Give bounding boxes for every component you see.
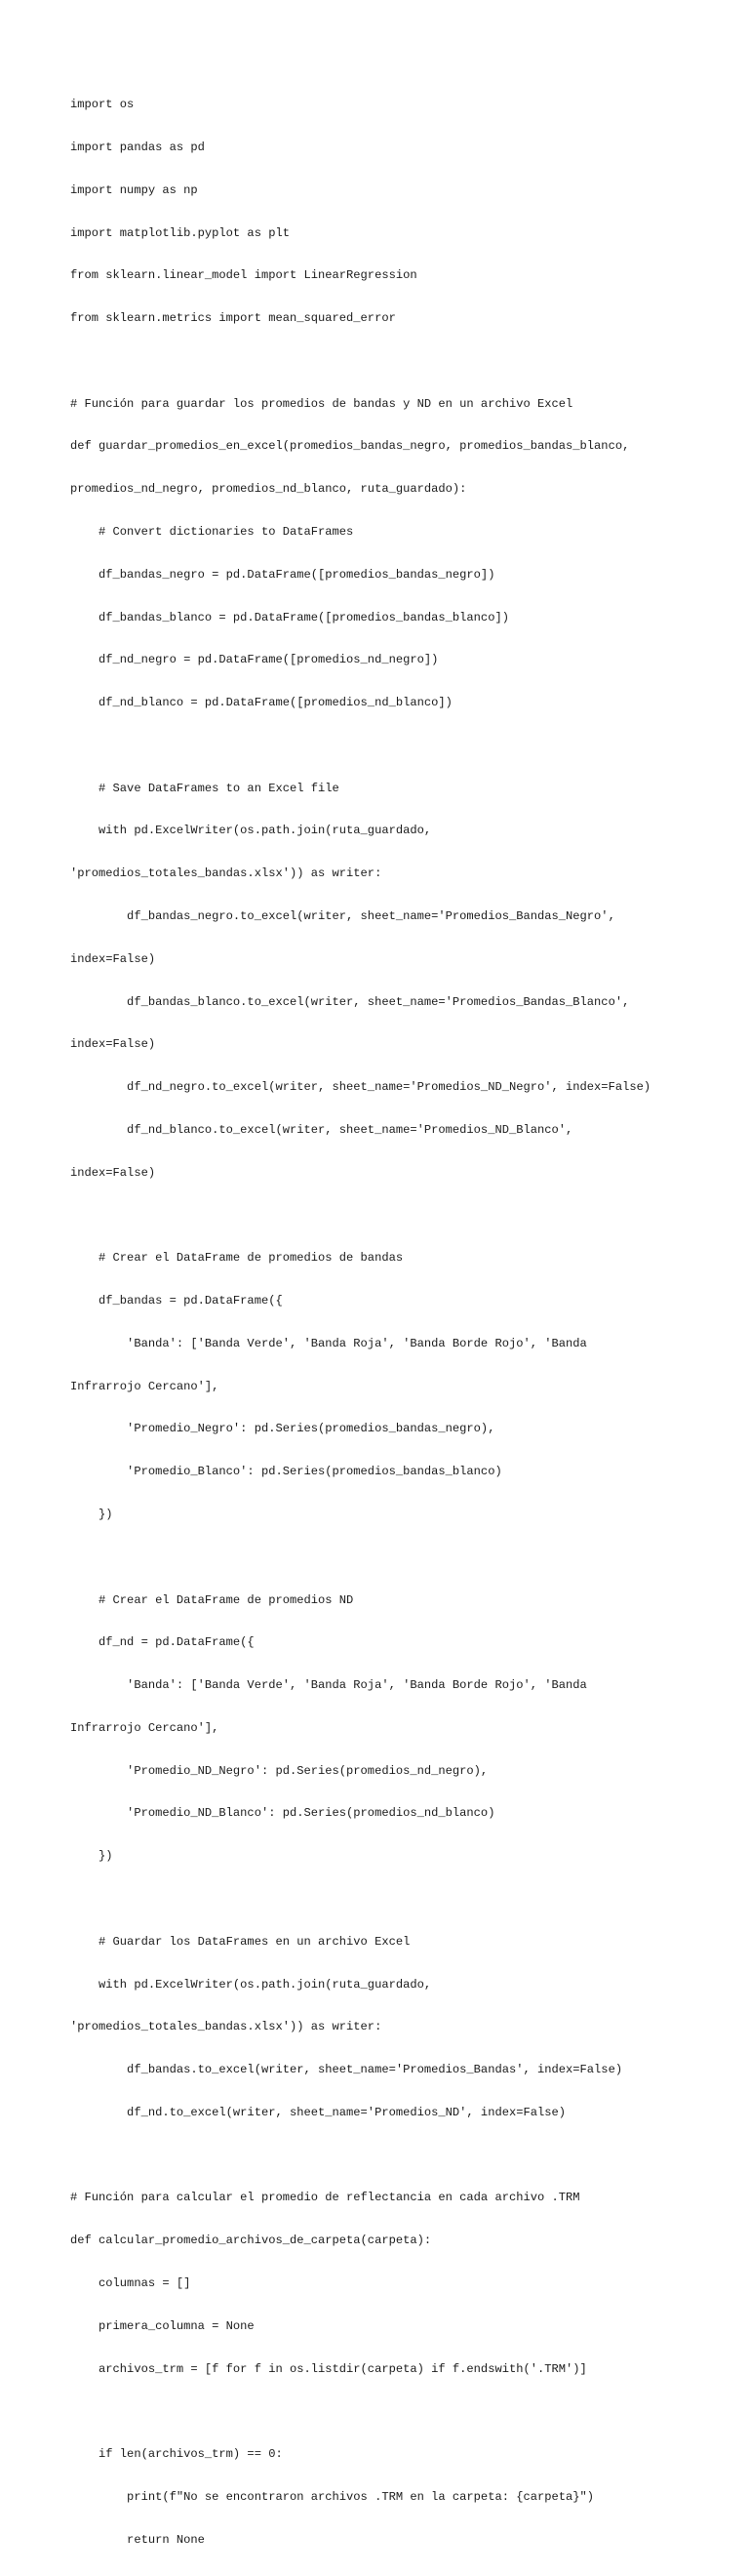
code-line: df_bandas_negro.to_excel(writer, sheet_name='Promedios_Bandas_Negro',	[70, 909, 615, 924]
code-line: 'Banda': ['Banda Verde', 'Banda Roja', 'Banda Borde Rojo', 'Banda	[70, 1678, 587, 1693]
code-line: if len(archivos_trm) == 0:	[70, 2447, 283, 2462]
code-line: df_bandas_negro = pd.DataFrame([promedios_bandas_negro])	[70, 567, 495, 582]
code-line: df_nd_negro.to_excel(writer, sheet_name='Promedios_ND_Negro', index=False)	[70, 1080, 651, 1095]
code-line: df_bandas_blanco.to_excel(writer, sheet_name='Promedios_Bandas_Blanco',	[70, 994, 630, 1009]
code-line: index=False)	[70, 951, 156, 966]
code-line: index=False)	[70, 1165, 156, 1180]
code-line: archivos_trm = [f for f in os.listdir(carpeta) if f.endswith('.TRM')]	[70, 2361, 587, 2376]
code-line: def guardar_promedios_en_excel(promedios_bandas_negro, promedios_bandas_blanco,	[70, 439, 630, 454]
code-line: from sklearn.metrics import mean_squared_error	[70, 311, 396, 326]
code-line: index=False)	[70, 1037, 156, 1052]
code-line: 'Promedio_ND_Blanco': pd.Series(promedios_nd_blanco)	[70, 1806, 495, 1821]
code-line: df_nd_blanco.to_excel(writer, sheet_name='Promedios_ND_Blanco',	[70, 1122, 573, 1137]
code-line: df_bandas_blanco = pd.DataFrame([promedios_bandas_blanco])	[70, 610, 509, 624]
code-line: 'promedios_totales_bandas.xlsx')) as writer:	[70, 2020, 382, 2034]
code-line	[70, 2404, 733, 2419]
code-line	[70, 1550, 733, 1565]
code-line	[70, 354, 733, 369]
code-line: # Crear el DataFrame de promedios de bandas	[70, 1251, 404, 1266]
code-line: import os	[70, 98, 135, 112]
code-line: df_nd_blanco = pd.DataFrame([promedios_nd_blanco])	[70, 696, 453, 710]
code-line: # Convert dictionaries to DataFrames	[70, 525, 354, 539]
code-line: 'Banda': ['Banda Verde', 'Banda Roja', 'Banda Borde Rojo', 'Banda	[70, 1336, 587, 1350]
code-line: Infrarrojo Cercano'],	[70, 1379, 219, 1393]
code-line	[70, 739, 733, 753]
code-line	[70, 2149, 733, 2163]
code-line: df_nd.to_excel(writer, sheet_name='Promedios_ND', index=False)	[70, 2105, 567, 2119]
code-line: # Guardar los DataFrames en un archivo Excel	[70, 1934, 411, 1949]
code-line: primera_columna = None	[70, 2318, 255, 2333]
code-line: })	[70, 1849, 113, 1864]
code-line: # Save DataFrames to an Excel file	[70, 781, 339, 795]
code-line: 'Promedio_Negro': pd.Series(promedios_bandas_negro),	[70, 1422, 495, 1436]
code-line: df_nd_negro = pd.DataFrame([promedios_nd_negro])	[70, 653, 439, 667]
code-line: import numpy as np	[70, 182, 198, 197]
code-line: def calcular_promedio_archivos_de_carpeta(carpeta):	[70, 2234, 432, 2248]
code-line: from sklearn.linear_model import LinearRegression	[70, 268, 417, 283]
code-line: 'Promedio_Blanco': pd.Series(promedios_bandas_blanco)	[70, 1465, 502, 1479]
code-line: columnas = []	[70, 2276, 191, 2291]
code-line: df_bandas.to_excel(writer, sheet_name='Promedios_Bandas', index=False)	[70, 2063, 623, 2077]
code-line: import pandas as pd	[70, 140, 205, 154]
code-line: # Función para guardar los promedios de bandas y ND en un archivo Excel	[70, 396, 573, 411]
code-line: import matplotlib.pyplot as plt	[70, 225, 290, 240]
code-line: # Crear el DataFrame de promedios ND	[70, 1592, 354, 1607]
code-line: 'Promedio_ND_Negro': pd.Series(promedios_nd_negro),	[70, 1763, 489, 1778]
code-line: df_bandas = pd.DataFrame({	[70, 1294, 283, 1308]
code-block	[70, 69, 733, 2576]
code-line	[70, 1892, 733, 1907]
code-line: promedios_nd_negro, promedios_nd_blanco, ruta_guardado):	[70, 482, 467, 497]
code-line: Infrarrojo Cercano'],	[70, 1720, 219, 1735]
code-line: print(f"No se encontraron archivos .TRM en la carpeta: {carpeta}")	[70, 2489, 595, 2504]
code-line: with pd.ExcelWriter(os.path.join(ruta_guardado,	[70, 824, 432, 838]
code-line: with pd.ExcelWriter(os.path.join(ruta_guardado,	[70, 1977, 432, 1992]
code-line	[70, 1209, 733, 1224]
code-line: 'promedios_totales_bandas.xlsx')) as writer:	[70, 866, 382, 881]
code-line: })	[70, 1507, 113, 1521]
code-line: # Función para calcular el promedio de reflectancia en cada archivo .TRM	[70, 2191, 580, 2205]
code-line: df_nd = pd.DataFrame({	[70, 1635, 255, 1650]
code-line: return None	[70, 2532, 205, 2547]
